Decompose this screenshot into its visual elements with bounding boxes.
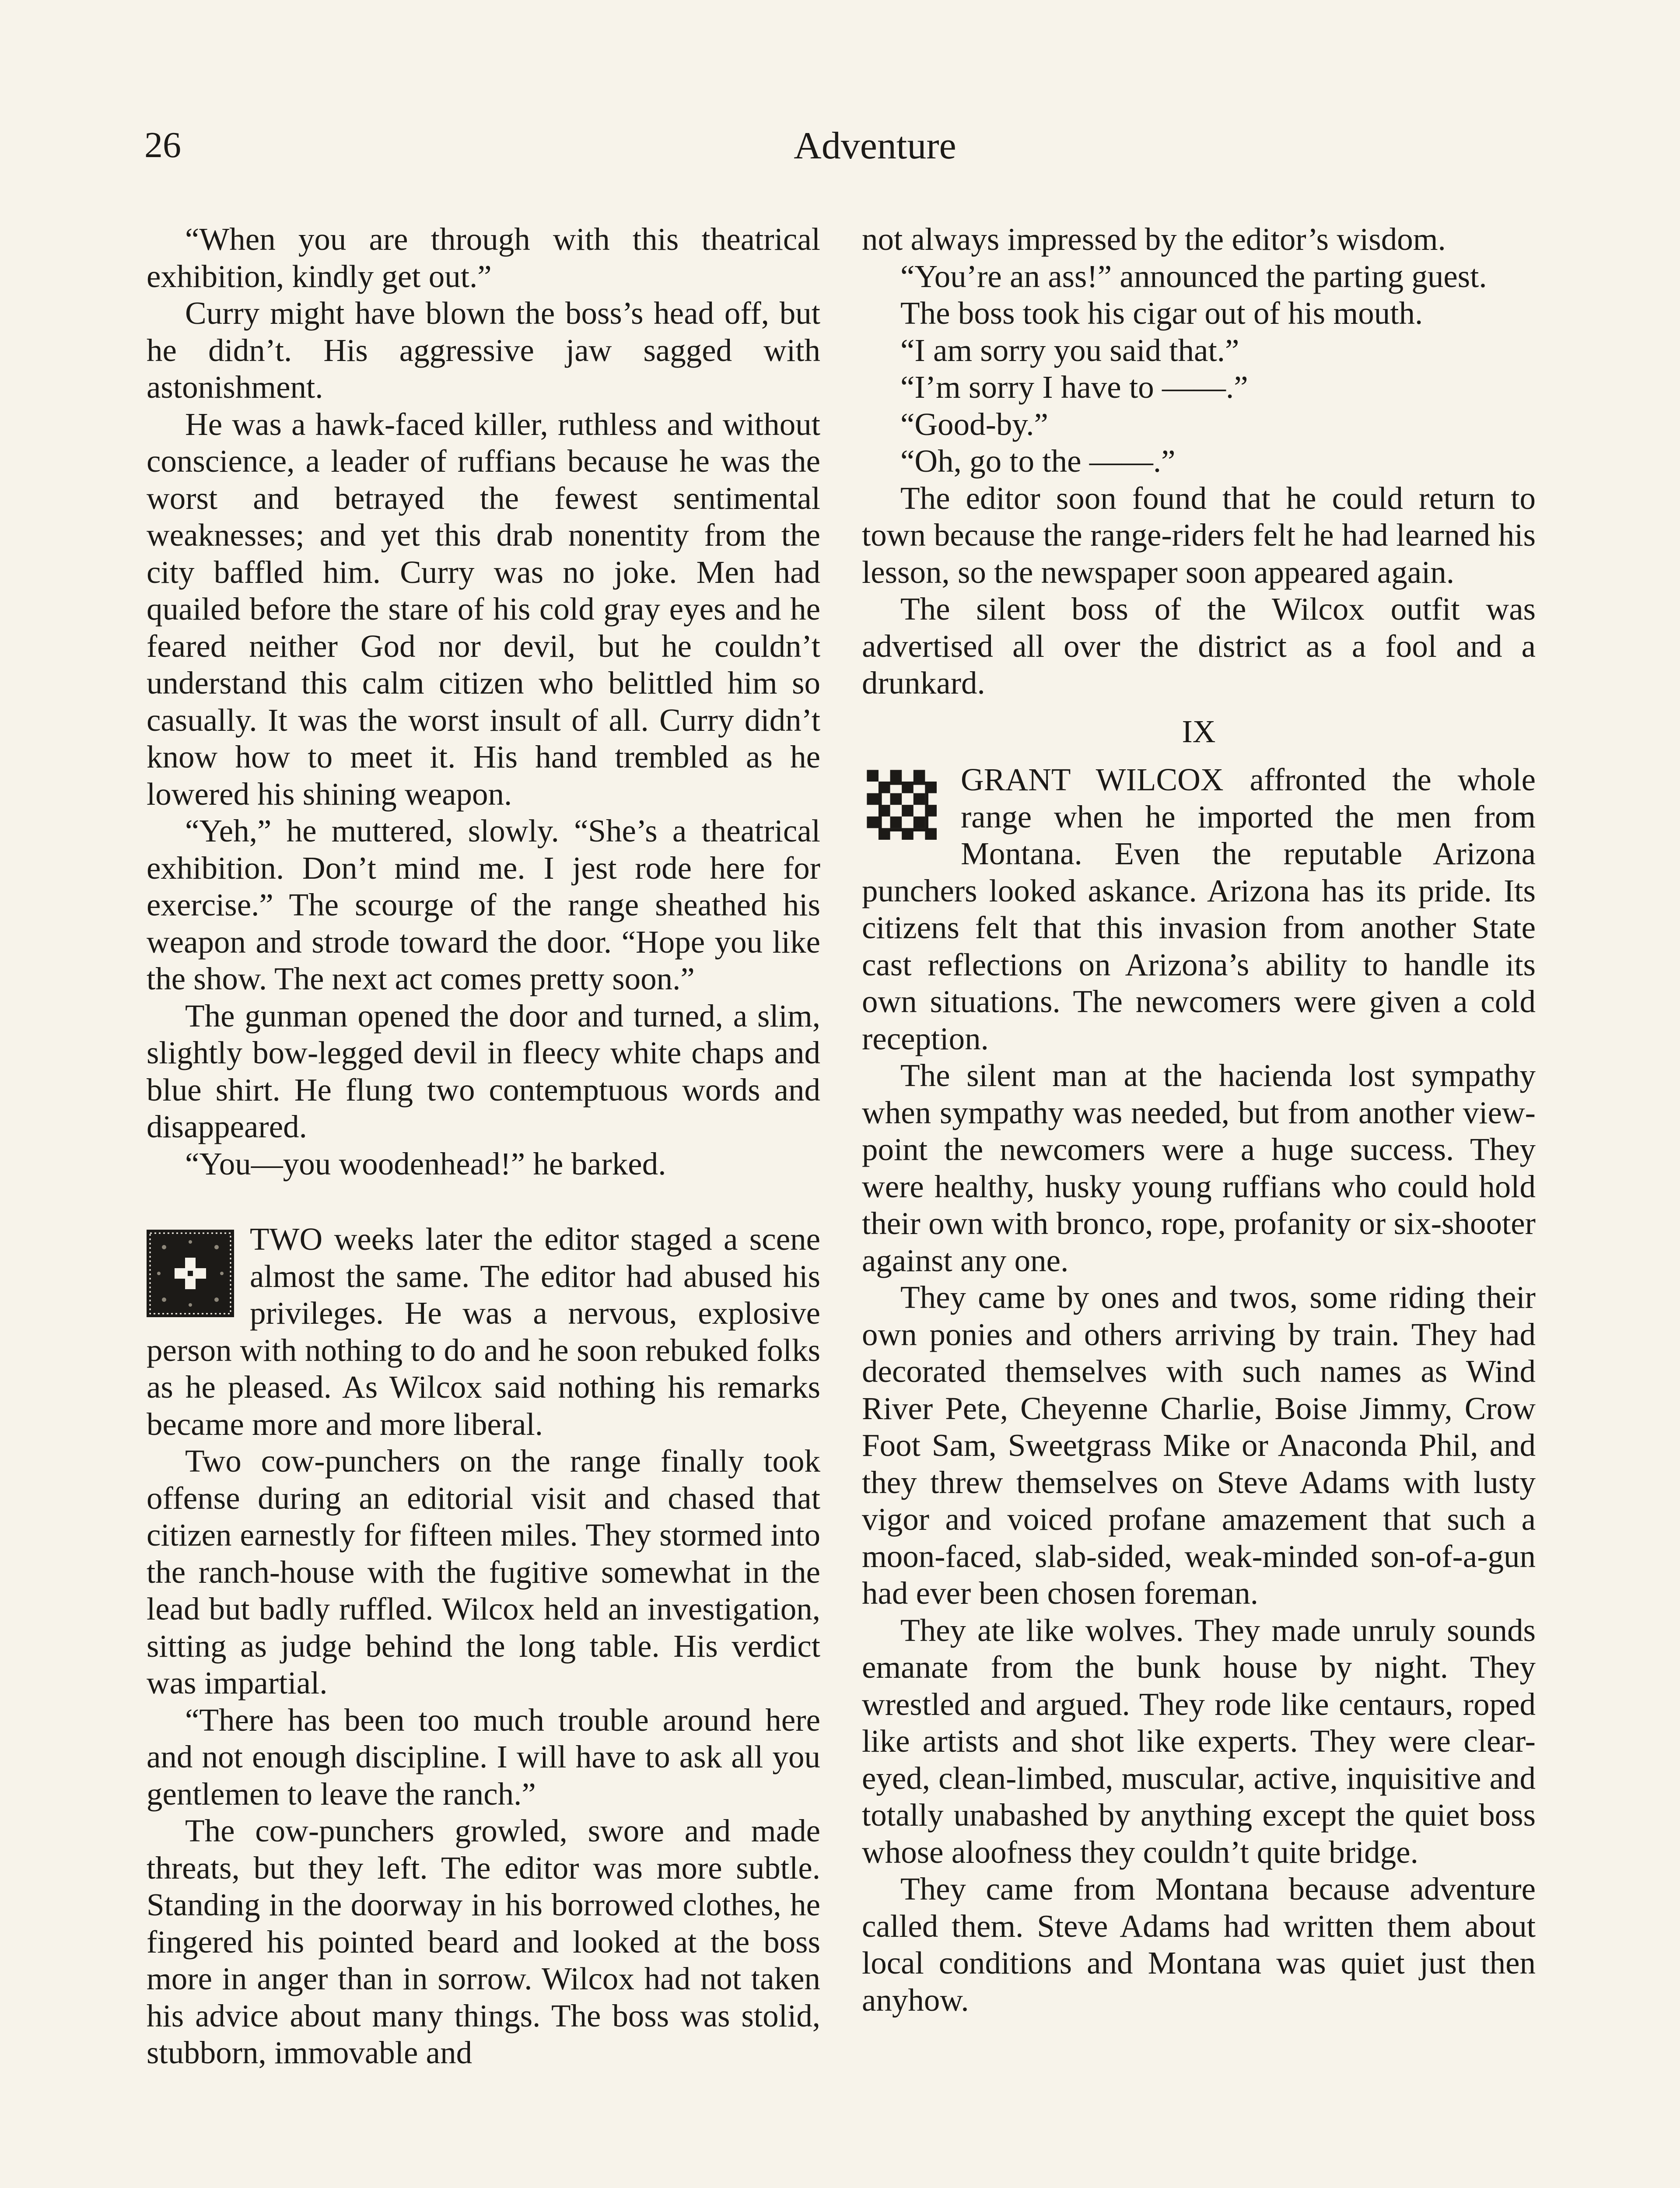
paragraph: The silent man at the hacienda lost sympathy when sympathy was needed, but from another view-point the newcomers were a huge success. They were healthy, husky young ruffians who could hold their own with bronco, rope, profanity or six-shooter against any one. (862, 1058, 1536, 1278)
paragraph: “Yeh,” he muttered, slowly. “She’s a theatrical exhibition. Don’t mind me. I jest rode here for exercise.” The scourge of the range sheathed his weapon and strode toward the door. “Hope you like the show. The next act comes pretty soon.” (147, 813, 820, 996)
paragraph: “Good-by.” (900, 406, 1048, 442)
ornamental-drop-cap-icon (147, 1230, 234, 1317)
paragraph: “I’m sorry I have to ——.” (900, 369, 1248, 405)
paragraph: They came from Montana because adventure called them. Steve Adams had written them about local conditions and Montana was quiet just then anyhow. (862, 1871, 1536, 2018)
paragraph: “I am sorry you said that.” (900, 332, 1239, 368)
paragraph: The editor soon found that he could return to town because the range-riders felt he had learned his lesson, so the newspaper soon appeared again. (862, 480, 1536, 590)
page-number: 26 (144, 125, 181, 165)
continuation-line: not always impressed by the editor’s wisdom. (862, 221, 1446, 257)
paragraph: They ate like wolves. They made unruly sounds emanate from the bunk house by night. They wrestled and argued. They rode like centaurs, roped like artists and shot like experts. They were clear-eyed, clean-limbed, muscular, active, inquisitive and totally unabashed by anything except the quiet boss whose aloofness they couldn’t quite bridge. (862, 1612, 1536, 1870)
section-heading: IX (1182, 713, 1216, 749)
paragraph: The gunman opened the door and turned, a slim, slightly bow-legged devil in fleecy white chaps and blue shirt. He flung two contemptuous words and disappeared. (147, 998, 820, 1144)
paragraph: Two cow-punchers on the range finally took offense during an editorial visit and chased that citizen earnestly for fifteen miles. They stormed into the ranch-house with the fugitive somewhat in the lead but badly ruffled. Wilcox held an investigation, sitting as judge behind the long table. His verdict was impartial. (147, 1443, 820, 1701)
paragraph: The silent boss of the Wilcox outfit was advertised all over the district as a fool and a drunkard. (862, 591, 1536, 701)
paragraph: “There has been too much trouble around here and not enough discipline. I will have to ask all you gentlemen to leave the ranch.” (147, 1702, 820, 1812)
right-column (862, 221, 1536, 2019)
paragraph: “You’re an ass!” announced the parting guest. (900, 258, 1487, 294)
paragraph: They came by ones and twos, some riding their own ponies and others arriving by train. They had decorated themselves with such names as Wind River Pete, Cheyenne Charlie, Boise Jimmy, Crow Foot Sam, Sweetgrass Mike or Anaconda Phil, and they threw themselves on Steve Adams with lusty vigor and voiced profane amazement that such a moon-faced, slab-sided, weak-minded son-of-a-gun had ever been chosen foreman. (862, 1280, 1536, 1611)
drop-cap-paragraph: GRANT WILCOX affronted the whole range when he imported the men from Montana. Even the reputable Arizona punchers looked askance. Arizona has its pride. Its citizens felt that this invasion from another State cast reflections on Arizona’s ability to handle its own situations. The newcomers were given a cold reception. (862, 762, 1536, 1056)
paragraph: Curry might have blown the boss’s head off, but he didn’t. His aggressive jaw sagged with astonishment. (147, 295, 820, 405)
paragraph: The cow-punchers growled, swore and made threats, but they left. The editor was more subtle. Standing in the doorway in his borrowed clothes, he fingered his pointed beard and looked at the boss more in anger than in sorrow. Wilcox had not taken his advice about many things. The boss was stolid, stubborn, immovable and (147, 1813, 820, 2070)
paragraph: “You—you woodenhead!” he barked. (185, 1146, 666, 1182)
paragraph: The boss took his cigar out of his mouth. (900, 295, 1423, 331)
paragraph: He was a hawk-faced killer, ruthless and without conscience, a leader of ruffians because he was the worst and betrayed the fewest sentimental weaknesses; and yet this drab nonentity from the city baffled him. Curry was no joke. Men had quailed before the stare of his cold gray eyes and he feared neither God nor devil, but he couldn’t understand this calm citizen who belittled him so casually. It was the worst insult of all. Curry didn’t know how to meet it. His hand trembled as he lowered his shining weapon. (147, 406, 820, 812)
paragraph: “When you are through with this theatrical exhibition, kindly get out.” (147, 221, 820, 294)
drop-cap-paragraph: TWO weeks later the editor staged a scene almost the same. The editor had abused his privileges. He was a nervous, explosive person with nothing to do and he soon rebuked folks as he pleased. As Wilcox said nothing his remarks became more and more liberal. (147, 1221, 820, 1442)
left-column (147, 221, 820, 2072)
checkered-drop-cap-icon (862, 765, 945, 848)
paragraph: “Oh, go to the ——.” (900, 443, 1176, 479)
running-title: Adventure (794, 125, 956, 167)
section-break (147, 1182, 820, 1221)
